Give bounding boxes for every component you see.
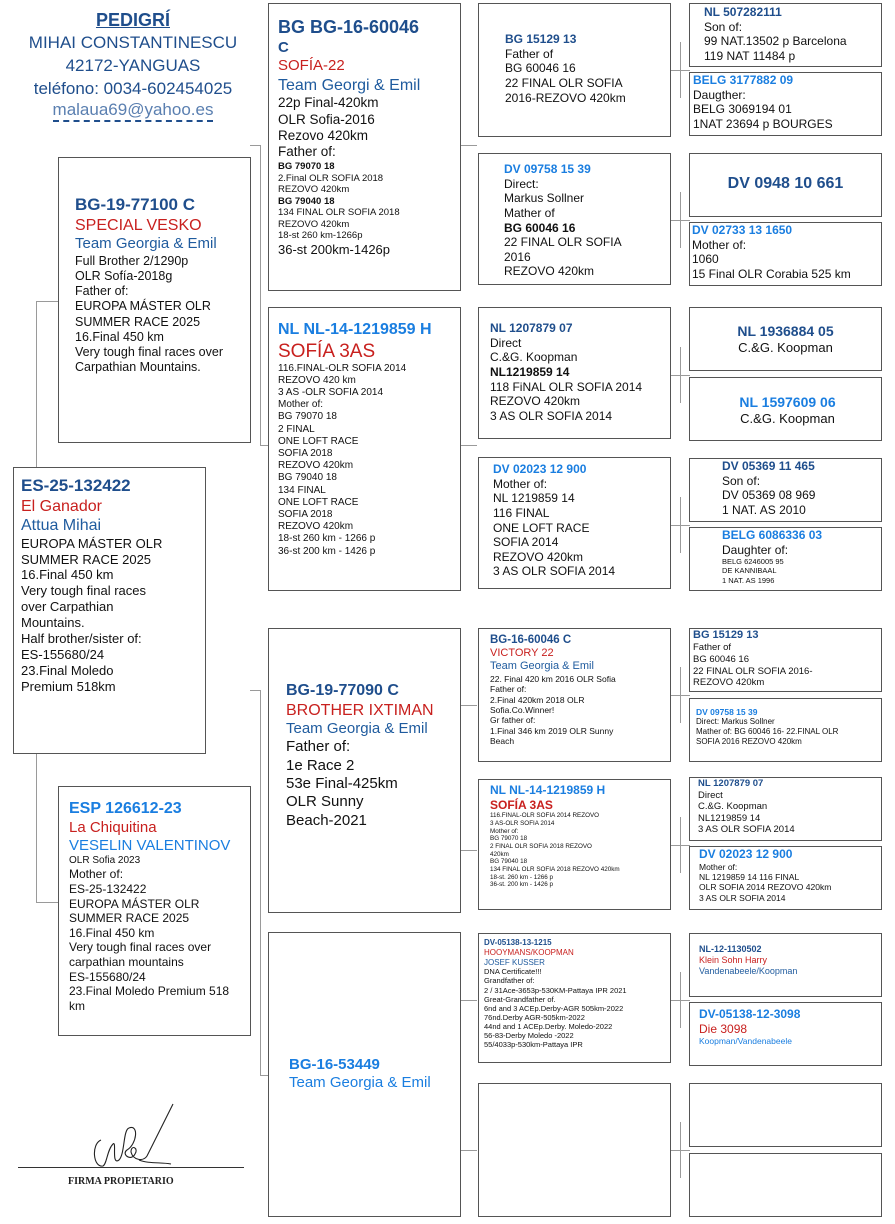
info-line: Mother of: — [699, 861, 738, 872]
info-line: Mountains. — [21, 615, 85, 631]
connector — [260, 1075, 268, 1076]
info-line: Daugther: — [693, 87, 746, 102]
info-line: Father of: — [286, 738, 351, 756]
info-line: 36-st 200 km - 1426 p — [278, 545, 376, 557]
info-line: 2016-REZOVO 420km — [505, 90, 626, 105]
info-line: OLR Sofía-2018g — [75, 268, 173, 283]
info-line: NL 1219859 14 — [493, 491, 575, 506]
info-line: Mother of: — [692, 237, 747, 252]
info-line: Direct — [698, 789, 723, 801]
info-line: 1 NAT. AS 2010 — [722, 502, 806, 517]
info-line: Rezovo 420km — [278, 128, 369, 143]
info-line: C.&G. Koopman — [738, 340, 833, 356]
info-line: EUROPA MÁSTER OLR — [69, 896, 200, 911]
dsd-info — [490, 812, 670, 889]
dsd-name: SOFÍA 3AS — [490, 797, 553, 812]
info-line: BG 79040 18 — [278, 472, 337, 484]
g5-breeder: Vandenabeele/Koopman — [699, 965, 798, 976]
info-line: km — [69, 998, 85, 1013]
info-line: REZOVO 420km — [278, 521, 354, 533]
g5-ring: BELG 3177882 09 — [693, 73, 794, 87]
info-line: SOFIA 2014 — [493, 535, 559, 550]
info-line: Beach-2021 — [286, 811, 367, 829]
info-line: 116.FINAL-OLR SOFIA 2014 — [278, 362, 407, 374]
dam-breeder: VESELIN VALENTINOV — [69, 836, 231, 854]
g5-ring: BELG 6086336 03 — [722, 528, 823, 542]
info-line: EUROPA MÁSTER OLR — [75, 299, 211, 314]
connector — [680, 667, 681, 723]
connector — [460, 1000, 477, 1001]
info-line: 2 / 31Ace-3653p-530KM-Pattaya IPR 2021 — [484, 985, 627, 995]
g5-ring: NL 1207879 07 — [698, 778, 764, 789]
connector — [680, 817, 681, 873]
owner-header — [8, 10, 258, 122]
dds-name: HOOYMANS/KOOPMAN — [484, 947, 574, 957]
info-line: Very tough final races over — [69, 940, 212, 955]
ds-breeder: Team Georgia & Emil — [286, 720, 428, 738]
info-line: Mother of: — [278, 399, 324, 411]
info-line: Direct: Markus Sollner — [696, 717, 775, 727]
signature-image — [73, 1100, 183, 1170]
ss-offspring — [278, 161, 460, 242]
info-line: Markus Sollner — [504, 191, 585, 206]
info-line: Very tough final races over — [75, 345, 223, 360]
dss-name: VICTORY 22 — [490, 647, 554, 660]
ss-ring-suffix: C — [278, 38, 289, 56]
connector — [680, 347, 681, 403]
info-line: 420km — [490, 850, 509, 858]
info-line: Sofia.Co.Winner! — [490, 704, 555, 715]
info-line: Son of: — [704, 19, 743, 34]
info-line: 1 NAT. AS 1996 — [722, 575, 775, 585]
connector — [680, 1122, 681, 1178]
connector — [460, 145, 477, 146]
info-line: 22. Final 420 km 2016 OLR Sofia — [490, 673, 616, 684]
ss-last-line: 36-st 200km-1426p — [278, 241, 391, 257]
info-line: REZOVO 420km — [278, 460, 354, 472]
info-line: Premium 518km — [21, 678, 116, 694]
info-line: SOFIA 2018 — [278, 508, 333, 520]
owner-location: 42172-YANGUAS — [65, 56, 201, 75]
dam-info — [69, 867, 250, 1013]
subject-card[interactable] — [13, 467, 206, 754]
info-line: Daughter of: — [722, 542, 789, 557]
info-line: 76nd.Derby AGR-505km-2022 — [484, 1012, 585, 1022]
g5-ssd-dam-card[interactable] — [689, 222, 882, 286]
info-line: 16.Final 450 km — [21, 567, 114, 583]
dam-small-line: OLR Sofia 2023 — [69, 855, 141, 867]
subject-name: El Ganador — [21, 497, 102, 515]
info-line: DV 05369 08 969 — [722, 488, 816, 503]
info-line: OLR Sofia-2016 — [278, 111, 375, 127]
info-line: 15 Final OLR Corabia 525 km — [692, 266, 851, 281]
g5-sdd-sire-card[interactable] — [689, 458, 882, 522]
dss-card[interactable] — [478, 628, 671, 762]
info-line: 1e Race 2 — [286, 756, 355, 774]
info-line: REZOVO 420km — [278, 218, 350, 230]
info-line: Carpathian Mountains. — [75, 360, 201, 375]
info-line: Full Brother 2/1290p — [75, 253, 189, 268]
info-line: 1.Final 346 km 2019 OLR Sunny — [490, 725, 614, 736]
info-line: 22p Final-420km — [278, 95, 379, 111]
dam-dam-card[interactable] — [268, 932, 461, 1217]
info-line: SUMMER RACE 2025 — [75, 314, 201, 329]
info-line: 18-st. 260 km - 1266 p — [490, 873, 554, 881]
g5-ring: DV-05138-12-3098 — [699, 1007, 801, 1021]
dd-ring: BG-16-53449 — [289, 1056, 380, 1073]
info-line: 16.Final 450 km — [75, 329, 164, 344]
info-line: 116.FINAL-OLR SOFIA 2014 REZOVO — [490, 812, 600, 820]
g5-sss-sire-card[interactable] — [689, 3, 882, 67]
info-line: 1060 — [692, 252, 719, 267]
info-line: 116 FINAL — [493, 505, 550, 520]
ds-info — [286, 738, 460, 829]
info-line: 53e Final-425km — [286, 774, 398, 792]
info-line: 134 FINAL OLR SOFIA 2018 — [278, 207, 400, 219]
info-line: BG 79070 18 — [278, 411, 337, 423]
ssd-ring: DV 09758 15 39 — [504, 162, 591, 176]
sd-ring: NL NL-14-1219859 H — [278, 321, 432, 338]
ddd-card-empty[interactable] — [478, 1083, 671, 1217]
info-line: BG 60046 16 — [504, 220, 576, 235]
subject-breeder: Attua Mihai — [21, 517, 102, 535]
g5-name: Die 3098 — [699, 1021, 748, 1036]
sdd-ring: DV 02023 12 900 — [493, 462, 587, 476]
info-line: 119 NAT 11484 p — [704, 48, 796, 63]
owner-phone: teléfono: 0034-602454025 — [33, 79, 233, 98]
ssd-card[interactable] — [478, 153, 671, 285]
connector — [460, 705, 477, 706]
dsd-ring: NL NL-14-1219859 H — [490, 783, 606, 797]
sd-name: SOFÍA 3AS — [278, 340, 376, 362]
sire-name: SPECIAL VESKO — [75, 216, 202, 234]
info-line: BG 79040 18 — [278, 195, 335, 207]
info-line: Mather of — [504, 205, 555, 220]
info-line: 3 AS OLR SOFIA 2014 — [698, 824, 795, 836]
g5-sds-sire-card[interactable] — [689, 307, 882, 371]
g5-ring: NL 507282111 — [704, 5, 782, 19]
info-line: SOFIA 2018 — [278, 448, 333, 459]
connector — [680, 192, 681, 248]
g5-ring: NL 1597609 06 — [739, 394, 836, 410]
sire-dam-card[interactable] — [268, 307, 461, 591]
info-line: Gr father of: — [490, 715, 536, 726]
info-line: C.&G. Koopman — [490, 350, 578, 365]
connector — [460, 445, 477, 446]
sire-breeder: Team Georgia & Emil — [75, 235, 217, 253]
sdd-card[interactable] — [478, 457, 671, 589]
sire-ring: BG-19-77100 C — [75, 195, 196, 214]
info-line: C.&G. Koopman — [740, 411, 835, 427]
dss-info — [490, 674, 670, 747]
info-line: 1NAT 23694 p BOURGES — [693, 116, 833, 131]
g5-ring: DV 0948 10 661 — [727, 175, 844, 192]
info-line: Father of — [693, 642, 732, 654]
info-line: NL1219859 14 — [698, 812, 761, 824]
info-line: 3 AS OLR SOFIA 2014 — [699, 892, 786, 903]
ss-info — [278, 95, 460, 161]
info-line: Father of — [505, 46, 554, 61]
g5-ring: BG 15129 13 — [693, 629, 759, 641]
dds-card[interactable] — [478, 933, 671, 1063]
g5-empty-card[interactable] — [689, 1153, 882, 1217]
info-line: Direct — [490, 335, 522, 350]
ds-name: BROTHER IXTIMAN — [286, 701, 434, 719]
info-line: 134 FINAL OLR SOFIA 2018 REZOVO 420km — [490, 865, 620, 873]
info-line: REZOVO 420km — [490, 394, 581, 409]
connector — [680, 972, 681, 1028]
g5-ring: DV 09758 15 39 — [696, 707, 758, 717]
g5-dds-sire-card[interactable] — [689, 933, 882, 997]
info-line: REZOVO 420km — [278, 184, 350, 196]
info-line: 18-st 260 km - 1266 p — [278, 533, 376, 545]
info-line: BELG 3069194 01 — [693, 102, 792, 117]
g5-ring: NL-12-1130502 — [699, 944, 762, 954]
info-line: OLR SOFIA 2014 REZOVO 420km — [699, 882, 832, 893]
info-line: 44nd and 1 ACEp.Derby. Moledo-2022 — [484, 1022, 613, 1032]
dam-ring: ESP 126612-23 — [69, 800, 182, 817]
dds-info — [484, 967, 670, 1049]
g5-ring: DV 05369 11 465 — [722, 459, 815, 473]
dds-breeder: JOSEF KUSSER — [484, 957, 545, 967]
g5-empty-card[interactable] — [689, 1083, 882, 1147]
sire-info — [75, 254, 250, 376]
info-line: BG 79070 18 — [278, 160, 335, 172]
info-line: Mather of: BG 60046 16- 22.FINAL OLR — [696, 727, 839, 737]
info-line: DE KANNIBAAL — [722, 566, 777, 576]
info-line: BELG 6246005 95 — [722, 557, 784, 567]
g5-ring: DV 02733 13 1650 — [692, 223, 793, 237]
ds-ring: BG-19-77090 C — [286, 682, 399, 699]
info-line: 118 FiNAL OLR SOFIA 2014 — [490, 379, 643, 394]
connector — [680, 497, 681, 553]
info-line: 16.Final 450 km — [69, 925, 155, 940]
connector — [250, 690, 260, 691]
info-line: Great-Grandfather of. — [484, 994, 556, 1004]
info-line: C.&G. Koopman — [698, 801, 768, 813]
info-line: 55/4033p-530km-Pattaya IPR — [484, 1040, 583, 1050]
info-line: 56-83-Derby Moledo -2022 — [484, 1031, 574, 1041]
info-line: REZOVO 420km — [693, 677, 765, 689]
info-line: 18-st 260 km-1266p — [278, 230, 363, 242]
info-line: Father of: — [278, 144, 336, 160]
ss-breeder: Team Georgi & Emil — [278, 76, 421, 94]
info-line: Direct: — [504, 176, 539, 191]
sds-ring: NL 1207879 07 — [490, 321, 573, 335]
sd-info — [278, 363, 460, 558]
connector — [460, 850, 477, 851]
info-line: NL 1219859 14 116 FINAL — [699, 871, 800, 882]
info-line: 6nd and 3 ACEp.Derby-AGR 505km-2022 — [484, 1003, 624, 1013]
connector — [260, 445, 268, 446]
g5-breeder: Koopman/Vandenabeele — [699, 1036, 792, 1047]
info-line: ES-25-132422 — [69, 881, 147, 896]
info-line: 2 FINAL — [278, 423, 315, 435]
info-line: Very tough final races — [21, 583, 147, 599]
info-line: Grandfather of: — [484, 976, 535, 986]
info-line: carpathian mountains — [69, 955, 184, 970]
g5-ring: NL 1936884 05 — [737, 323, 834, 339]
g5-sds-dam-card[interactable] — [689, 377, 882, 441]
sds-card[interactable] — [478, 307, 671, 439]
info-line: Half brother/sister of: — [21, 630, 142, 646]
info-line: Son of: — [722, 473, 761, 488]
info-line: BG 60046 16 — [505, 61, 576, 76]
connector — [36, 301, 58, 302]
dsd-card[interactable] — [478, 779, 671, 910]
info-line: 22 FINAL OLR SOFIA — [504, 235, 622, 250]
connector — [36, 902, 58, 903]
info-line: EUROPA MÁSTER OLR — [21, 535, 163, 551]
g5-name: Klein Sohn Harry — [699, 954, 768, 965]
info-line: REZOVO 420km — [504, 264, 595, 279]
info-line: NL1219859 14 — [490, 364, 570, 379]
info-line: 3 AS OLR SOFIA 2014 — [493, 564, 616, 579]
info-line: BG 79040 18 — [490, 858, 528, 866]
info-line: 22 FINAL OLR SOFIA 2016- — [693, 665, 813, 677]
info-line: 22 FINAL OLR SOFIA — [505, 75, 623, 90]
dss-breeder: Team Georgia & Emil — [490, 660, 594, 673]
signature-label: FIRMA PROPIETARIO — [68, 1176, 174, 1187]
signature-line — [18, 1167, 244, 1168]
subject-info — [21, 536, 205, 695]
g5-sdd-dam-card[interactable] — [689, 527, 882, 591]
info-line: ONE LOFT RACE — [278, 496, 359, 508]
connector — [260, 690, 261, 1075]
info-line: REZOVO 420 km — [278, 374, 356, 386]
dds-ring: DV-05138-13-1215 — [484, 938, 552, 947]
info-line: Beach — [490, 735, 515, 746]
info-line: 3 AS OLR SOFIA 2014 — [490, 408, 613, 423]
owner-name: MIHAI CONSTANTINESCU — [28, 33, 238, 52]
connector — [460, 1150, 477, 1151]
info-line: SOFIA 2016 REZOVO 420km — [696, 736, 802, 746]
pedigree-title: PEDIGRÍ — [95, 10, 170, 30]
dam-card[interactable] — [58, 786, 251, 1036]
info-line: ES-155680/24 — [69, 969, 146, 984]
info-line: BG 79070 18 — [490, 835, 528, 843]
info-line: DNA Certificate!!! — [484, 967, 542, 977]
g5-dsd-dam-card[interactable] — [689, 846, 882, 910]
g5-dss-sire-card[interactable] — [689, 628, 882, 692]
dss-ring: BG-16-60046 C — [490, 634, 572, 646]
info-line: 23.Final Moledo — [21, 662, 114, 678]
info-line: Mother of: — [490, 827, 519, 835]
info-line: Father of: — [490, 684, 527, 695]
g5-dds-dam-card[interactable] — [689, 1002, 882, 1066]
info-line: 36-st. 200 km - 1426 p — [490, 881, 554, 889]
connector — [250, 145, 260, 146]
info-line: BG 60046 16 — [693, 653, 749, 665]
ss-ring: BG BG-16-60046 — [278, 17, 420, 37]
info-line: over Carpathian — [21, 599, 114, 615]
info-line: SUMMER RACE 2025 — [21, 551, 152, 567]
info-line: 2.Final 420km 2018 OLR — [490, 694, 585, 705]
info-line: 3 AS-OLR SOFIA 2014 — [490, 819, 555, 827]
sss-card[interactable] — [478, 3, 671, 137]
g5-ring: DV 02023 12 900 — [699, 847, 793, 861]
owner-email-link[interactable]: malaua69@yahoo.es — [53, 100, 214, 122]
sss-ring: BG 15129 13 — [505, 32, 577, 46]
ss-name: SOFÍA-22 — [278, 57, 345, 75]
info-line: Father of: — [75, 284, 129, 299]
dam-name: La Chiquitina — [69, 818, 157, 836]
info-line: 2016 — [504, 249, 531, 264]
info-line: ONE LOFT RACE — [493, 520, 590, 535]
sire-card[interactable] — [58, 157, 251, 443]
info-line: 23.Final Moledo Premium 518 — [69, 984, 230, 999]
g5-dss-dam-card[interactable] — [689, 698, 882, 762]
info-line: 2 FINAL OLR SOFIA 2018 REZOVO — [490, 842, 592, 850]
info-line: OLR Sunny — [286, 793, 364, 811]
g5-ssd-sire-card[interactable] — [689, 153, 882, 217]
dd-breeder: Team Georgia & Emil — [289, 1074, 431, 1092]
g5-dsd-sire-card[interactable] — [689, 777, 882, 841]
info-line: 134 FINAL — [278, 484, 326, 496]
info-line: REZOVO 420km — [493, 549, 584, 564]
connector — [260, 145, 261, 445]
info-line: ONE LOFT RACE — [278, 435, 359, 447]
info-line: 3 AS -OLR SOFIA 2014 — [278, 387, 384, 399]
dam-sire-card[interactable] — [268, 628, 461, 913]
subject-ring: ES-25-132422 — [21, 476, 131, 495]
connector — [680, 42, 681, 98]
info-line: 2.Final OLR SOFIA 2018 — [278, 172, 384, 184]
info-line: ES-155680/24 — [21, 646, 105, 662]
g5-sss-dam-card[interactable] — [689, 72, 882, 136]
info-line: 99 NAT.13502 p Barcelona — [704, 34, 847, 49]
info-line: Mother of: — [69, 867, 124, 882]
info-line: Mother of: — [493, 476, 548, 491]
sire-sire-card[interactable] — [268, 3, 461, 291]
info-line: SUMMER RACE 2025 — [69, 911, 190, 926]
